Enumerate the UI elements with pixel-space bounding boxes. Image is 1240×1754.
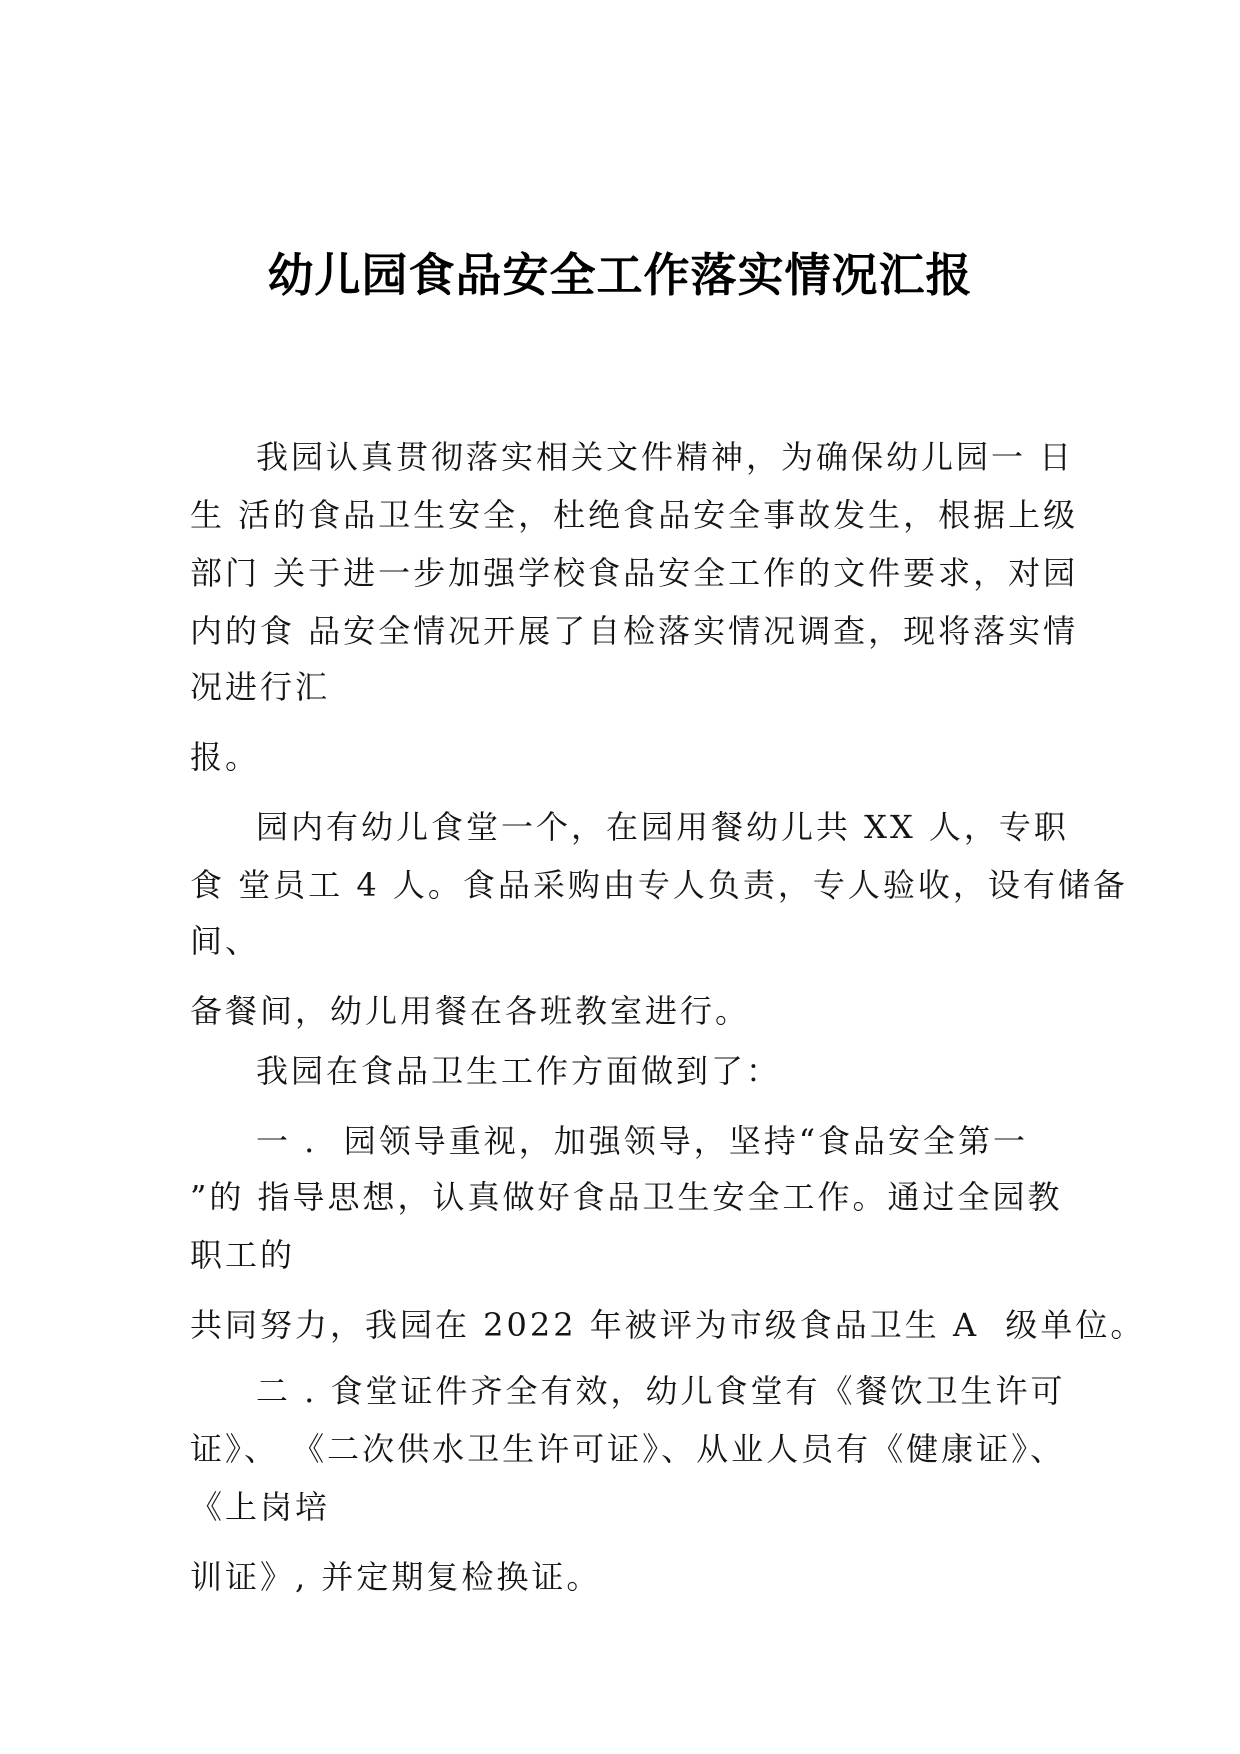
item-1-line-4: 共同努力，我园在 2022 年被评为市级食品卫生 A 级单位。 [190,1306,1146,1344]
paragraph-1-line-3: 部门 关于进一步加强学校食品安全工作的文件要求，对园 [190,554,1079,592]
paragraph-2-line-4: 备餐间，幼儿用餐在各班教室进行。 [190,992,751,1030]
item-2-line-2: 证》、 《二次供水卫生许可证》、从业人员有《健康证》、 [190,1430,1066,1468]
paragraph-1-line-5: 况进行汇 [190,668,331,706]
item-2-line-3: 《上岗培 [190,1488,331,1526]
paragraph-1-line-4: 内的食 品安全情况开展了自检落实情况调查，现将落实情 [190,612,1079,650]
paragraph-3-line-1: 我园在食品卫生工作方面做到了： [256,1052,782,1090]
paragraph-1-line-6: 报。 [190,738,261,776]
item-1-line-3: 职工的 [190,1236,296,1274]
item-1-line-2: ”的 指导思想，认真做好食品卫生安全工作。通过全园教 [190,1178,1063,1216]
paragraph-2-line-3: 间、 [190,922,261,960]
document-title: 幼儿园食品安全工作落实情况汇报 [267,248,973,302]
paragraph-2-line-1: 园内有幼儿食堂一个，在园用餐幼儿共 XX 人，专职 [256,808,1069,846]
item-2-line-4: 训证》, 并定期复检换证。 [190,1558,602,1596]
paragraph-1-line-1: 我园认真贯彻落实相关文件精神，为确保幼儿园一 日 [256,438,1075,476]
item-2-line-1: 二 . 食堂证件齐全有效，幼儿食堂有《餐饮卫生许可 [256,1372,1066,1410]
paragraph-2-line-2: 食 堂员工 4 人。食品采购由专人负责，专人验收，设有储备 [190,866,1128,904]
item-1-line-1: 一 . 园领导重视，加强领导，坚持“食品安全第一 [256,1122,1029,1160]
paragraph-1-line-2: 生 活的食品卫生安全，杜绝食品安全事故发生，根据上级 [190,496,1079,534]
